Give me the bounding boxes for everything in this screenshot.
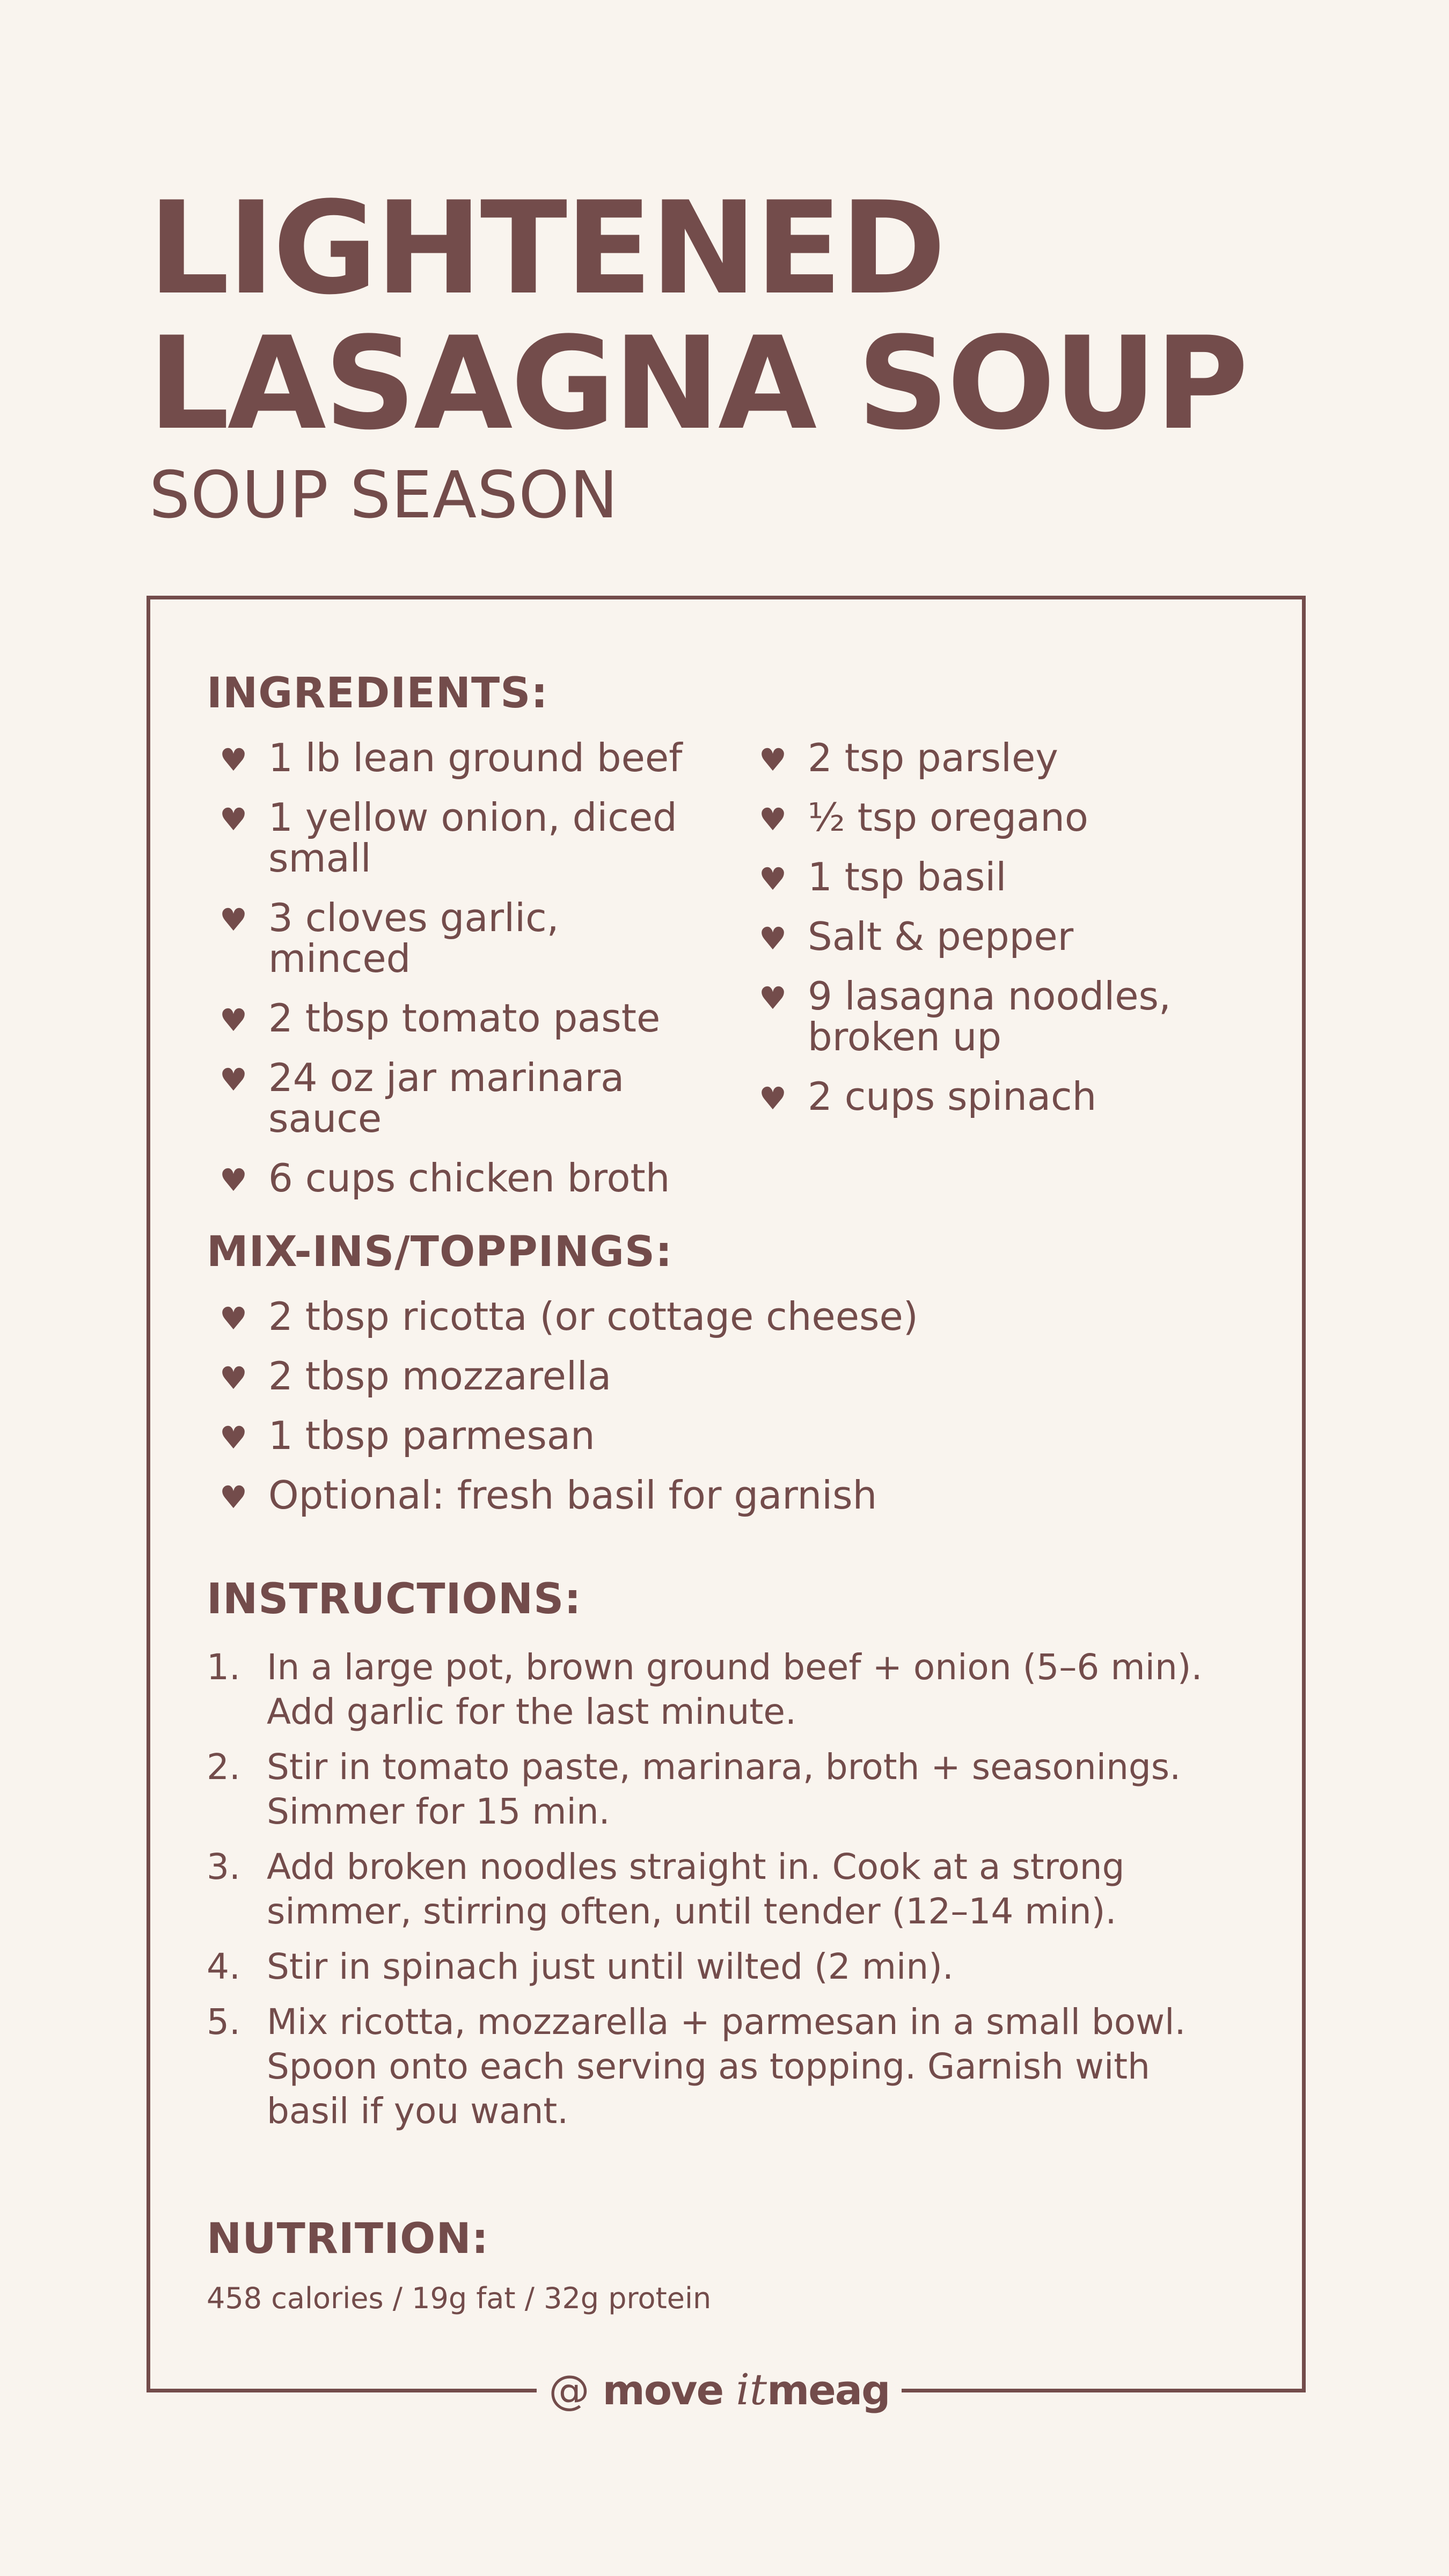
step-number: 2. (207, 1746, 240, 1788)
recipe-title-line-2: LASAGNA SOUP (148, 310, 1247, 458)
ingredient-item: ♥ 3 cloves garlic, minced (217, 897, 700, 979)
heart-icon: ♥ (219, 1002, 247, 1038)
ingredient-item: ♥ ½ tsp oregano (757, 797, 1218, 838)
ingredient-item: ♥ 2 tbsp tomato paste (217, 998, 700, 1038)
heart-icon: ♥ (759, 742, 787, 778)
ingredient-item: ♥ Salt & pepper (757, 916, 1218, 957)
mixins-heading: MIX-INS/TOPPINGS: (207, 1228, 673, 1276)
step-text: Stir in tomato paste, marinara, broth + seasonings. Simmer for 15 min. (267, 1746, 1181, 1832)
ingredient-item: ♥ 1 lb lean ground beef (217, 737, 700, 778)
ingredient-item: ♥ 2 tsp parsley (757, 737, 1218, 778)
recipe-title (148, 174, 1247, 458)
step-number: 3. (207, 1846, 240, 1887)
ingredients-heading: INGREDIENTS: (207, 669, 548, 718)
heart-icon: ♥ (219, 742, 247, 778)
instruction-step (207, 1944, 1226, 1989)
step-text: In a large pot, brown ground beef + onion (5–6 min). Add garlic for the last minute. (267, 1646, 1203, 1732)
instruction-step (207, 1645, 1226, 1734)
ingredients-list-right (757, 737, 1218, 1136)
heart-icon: ♥ (219, 801, 247, 838)
ingredient-item: ♥ 1 yellow onion, diced small (217, 797, 700, 879)
heart-icon: ♥ (219, 902, 247, 938)
ingredients-list-left (217, 737, 700, 1217)
instructions-heading: INSTRUCTIONS: (207, 1575, 582, 1623)
heart-icon: ♥ (759, 861, 787, 897)
mixins-list (217, 1296, 1237, 1534)
heart-icon: ♥ (219, 1300, 247, 1337)
ingredient-item: ♥ 1 tsp basil (757, 857, 1218, 897)
ingredient-item: ♥ 2 cups spinach (757, 1076, 1218, 1117)
footer-brand-move: move (602, 2366, 723, 2414)
recipe-subtitle: SOUP SEASON (149, 458, 619, 533)
step-text: Mix ricotta, mozzarella + parmesan in a small bowl. Spoon onto each serving as topping. Garnish with basil if you want. (267, 2001, 1186, 2132)
heart-icon: ♥ (759, 920, 787, 957)
step-number: 1. (207, 1646, 240, 1688)
ingredient-item: ♥ 24 oz jar marinara sauce (217, 1057, 700, 1139)
footer-signature (537, 2360, 902, 2419)
mixin-item: ♥ 1 tbsp parmesan (217, 1415, 1237, 1456)
heart-icon: ♥ (759, 801, 787, 838)
heart-icon: ♥ (219, 1360, 247, 1396)
mixin-item: ♥ 2 tbsp ricotta (or cottage cheese) (217, 1296, 1237, 1337)
heart-icon: ♥ (759, 980, 787, 1016)
mixin-item: ♥ Optional: fresh basil for garnish (217, 1475, 1237, 1516)
heart-icon: ♥ (759, 1080, 787, 1117)
footer-brand-it: it (736, 2365, 767, 2414)
step-number: 4. (207, 1946, 240, 1987)
footer-at-sign: @ (548, 2366, 590, 2414)
nutrition-heading: NUTRITION: (207, 2215, 489, 2263)
ingredient-item: ♥ 6 cups chicken broth (217, 1158, 700, 1198)
heart-icon: ♥ (219, 1419, 247, 1456)
heart-icon: ♥ (219, 1162, 247, 1198)
instructions-list (207, 1645, 1226, 2144)
step-text: Add broken noodles straight in. Cook at a strong simmer, stirring often, until tender (12–14 min). (267, 1846, 1125, 1932)
nutrition-summary: 458 calories / 19g fat / 32g protein (207, 2281, 712, 2315)
ingredient-item: ♥ 9 lasagna noodles, broken up (757, 976, 1218, 1057)
footer-brand-meag: meag (767, 2366, 890, 2414)
step-number: 5. (207, 2001, 240, 2043)
heart-icon: ♥ (219, 1062, 247, 1098)
step-text: Stir in spinach just until wilted (2 min). (267, 1946, 954, 1987)
instruction-step (207, 2000, 1226, 2133)
instruction-step (207, 1845, 1226, 1934)
mixin-item: ♥ 2 tbsp mozzarella (217, 1356, 1237, 1396)
instruction-step (207, 1745, 1226, 1834)
heart-icon: ♥ (219, 1479, 247, 1516)
recipe-title-line-1: LIGHTENED (148, 174, 944, 323)
